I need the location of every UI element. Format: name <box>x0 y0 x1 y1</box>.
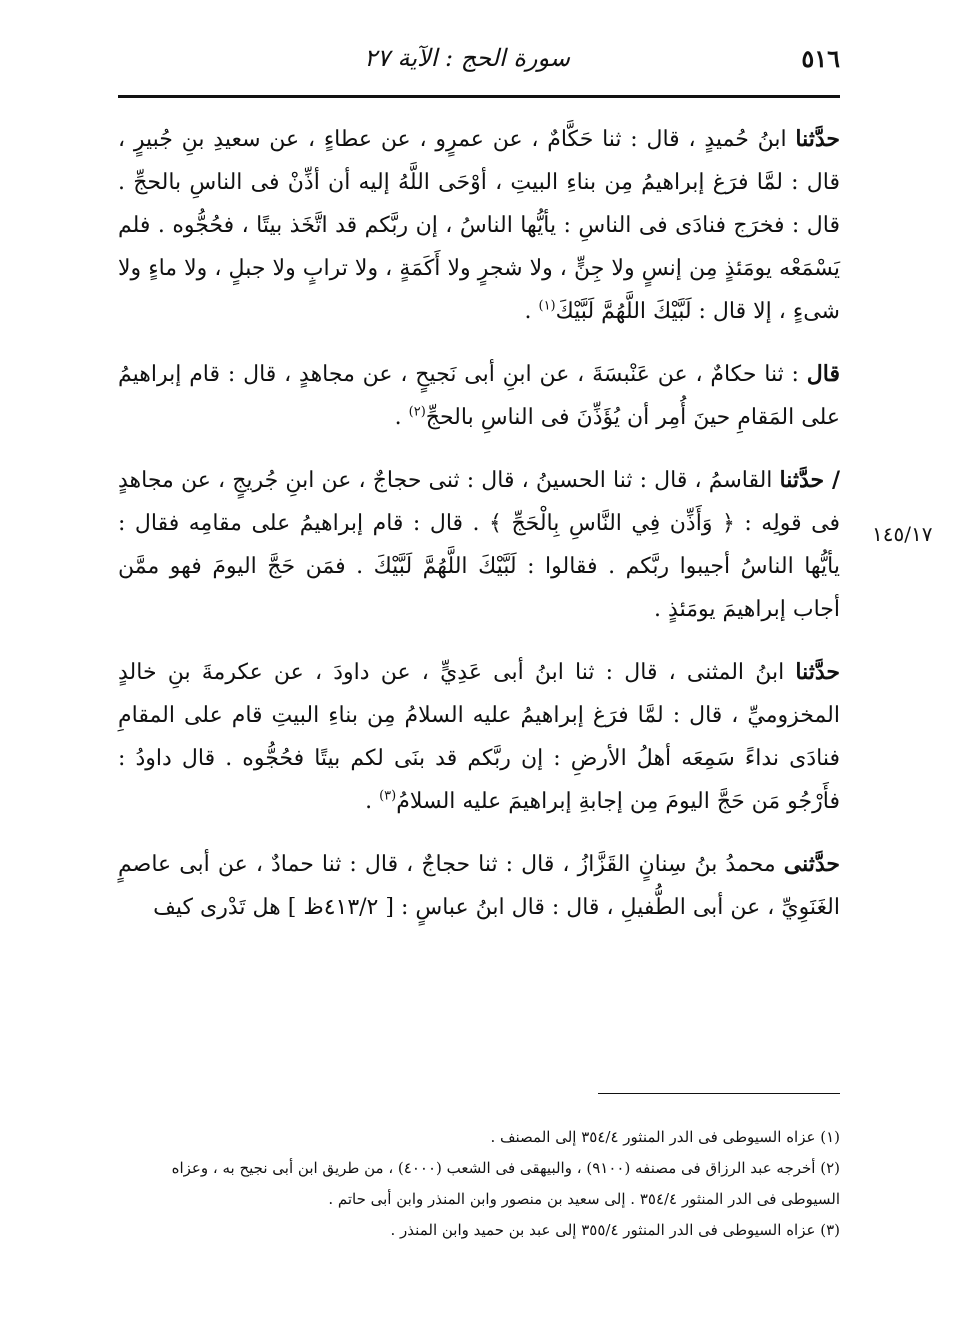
paragraph-text: : ثنا حكامٌ ، عن عَنْبسَةَ ، عن ابنِ أبى نَجيحٍ ، عن مجاهدٍ ، قال : قام إبراهيمُ على المَقامِ حينَ أُمِر أن يُؤَذِّنَ فى الناسِ بالحجِّ <box>118 362 840 430</box>
paragraph-lead: حدَّثنا <box>795 126 840 152</box>
paragraph-text: ابنُ حُميدٍ ، قال : ثنا حَكَّامٌ ، عن عمرٍو ، عن عطاءٍ ، عن سعيدِ بنِ جُبيرٍ ، قال : لمَّا فرَغ إبراهيمُ مِن بناءِ البيتِ ، أوْحَى اللَّهُ إليه أن أذِّنْ فى الناسِ بالحجِّ . قال : فخرَج فنادَى فى الناسِ : يأيُّها الناسُ ، إن ربَّكم قد اتَّخَذ بيتًا ، فحُجُّوه . فلم يَسْمَعْه يومَئذٍ مِن إنسٍ ولا جِنٍّ ، ولا شجرٍ ولا أَكَمَةٍ ، ولا ترابٍ ولا جبلٍ ، ولا ماءٍ ولا شىءٍ ، إلا قال : لَبَّيْكَ اللَّهُمَّ لَبَّيْكَ <box>118 127 840 324</box>
footnote: (٢) أخرجه عبد الرزاق فى مصنفه (٩١٠٠) ، والبيهقى فى الشعب (٤٠٠٠) ، من طريق ابن أبى نجيح به ، وعزاه السيوطى فى الدر المنثور ٣٥٤/٤ . إلى سعيد بن منصور وابن المنذر وابن أبى حاتم . <box>171 1159 840 1208</box>
paragraph <box>118 459 840 631</box>
footnote: (١) عزاه السيوطى فى الدر المنثور ٣٥٤/٤ إلى المصنف . <box>490 1128 840 1146</box>
paragraph-end: . <box>365 789 380 814</box>
paragraph-end: . <box>524 299 539 324</box>
footnote-marker: (٣) <box>379 788 397 804</box>
footnote: (٣) عزاه السيوطى فى الدر المنثور ٣٥٥/٤ إلى عبد بن حميد وابن المنذر . <box>390 1221 840 1239</box>
header-rule <box>118 95 840 98</box>
paragraph <box>118 353 840 439</box>
running-title: سورة الحج : الآية ٢٧ <box>364 44 570 72</box>
paragraph <box>118 118 840 333</box>
page-header <box>118 38 840 88</box>
paragraph-end: . <box>654 597 669 622</box>
margin-reference: ١٤٥/١٧ <box>872 522 933 546</box>
paragraph-end: . <box>394 405 409 430</box>
paragraph-lead: قال <box>806 361 840 387</box>
footnote-marker: (٢) <box>408 404 426 420</box>
paragraph-text: ابنُ المثنى ، قال : ثنا ابنُ أبى عَدِيٍّ ، عن داودَ ، عن عكرمةَ بنِ خالدٍ المخزوميِّ ، قال : لمَّا فرَغ إبراهيمُ عليه السلامُ مِن بناءِ البيتِ قام على المقامِ فنادَى نداءً سَمِعَه أهلُ الأرضِ : إن ربَّكم قد بنَى لكم بيتًا فحُجُّوه . قال داودُ : فأَرْجُو مَن حَجَّ اليومَ مِن إجابةِ إبراهيمَ عليه السلامُ <box>118 660 840 814</box>
footnote-marker: (١) <box>538 298 556 314</box>
paragraph-text: القاسمُ ، قال : ثنا الحسينُ ، قال : ثنى حجاجٌ ، عن ابنِ جُريجٍ ، عن مجاهدٍ فى قولِه : ﴿ وَأَذِّن فِي النَّاسِ بِالْحَجِّ ﴾ . قال : قام إبراهيمُ على مقامِه فقال : يأيُّها الناسُ أجيبوا ربَّكم . فقالوا : لَبَّيْكَ اللَّهُمَّ لَبَّيْكَ . فمَن حَجَّ اليومَ فهو ممَّن أجاب إبراهيمَ يومَئذٍ <box>118 468 840 622</box>
footnotes <box>118 1122 840 1246</box>
paragraph <box>118 843 840 929</box>
paragraph-lead: / حدَّثنا <box>779 467 840 493</box>
main-text <box>118 118 840 949</box>
paragraph <box>118 651 840 823</box>
footnote-rule <box>598 1093 840 1094</box>
paragraph-lead: حدَّثنا <box>795 659 840 685</box>
paragraph-lead: حدَّثنى <box>783 851 840 877</box>
page-number: ٥١٦ <box>801 44 840 73</box>
paragraph-text: محمدُ بنُ سِنانٍ القَزَّازُ ، قال : ثنا حجاجٌ ، قال : ثنا حمادٌ ، عن أبى عاصمٍ الغَنَوِيِّ ، عن أبى الطُّفيلِ ، قال : قال ابنُ عباسٍ : [ ٤١٣/٢ظ ] هل تَدْرى كيف <box>118 852 840 920</box>
